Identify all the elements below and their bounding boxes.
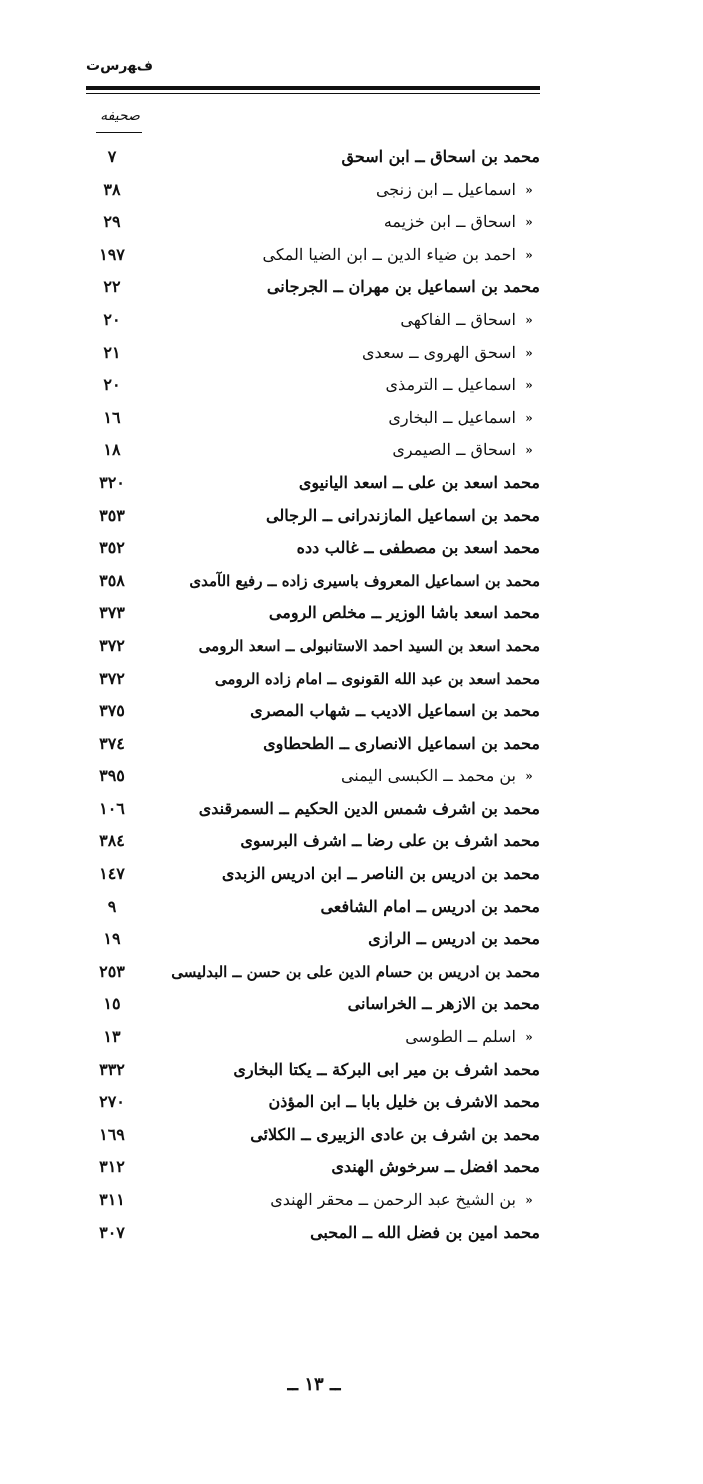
entry-name: اسحق الهروى ــ سعدى	[362, 342, 516, 362]
entry-page-number: ٢٠	[103, 375, 121, 395]
page-column-header: صحيفه	[100, 108, 140, 124]
entry-name: اسحاق ــ ابن خزيمه	[383, 212, 516, 232]
entry-page-number: ٣٨	[103, 179, 121, 199]
index-entry	[78, 565, 540, 598]
entry-page-number: ٢٩	[103, 212, 121, 232]
entry-name: اسماعيل ــ الترمذى	[385, 375, 516, 395]
entry-name: محمد بن اشرف شمس الدين الحكيم ــ السمرقندى	[198, 798, 540, 818]
entry-name: محمد بن اسحاق ــ ابن اسحق	[341, 147, 540, 166]
ditto-mark: »	[525, 215, 533, 230]
index-entry	[78, 1054, 540, 1087]
entry-page-number: ٣٥٨	[99, 570, 125, 590]
index-entry	[78, 206, 540, 239]
index-entry	[78, 695, 540, 728]
entry-name: محمد بن ادريس ــ امام الشافعى	[320, 896, 540, 916]
entry-name: محمد اسعد باشا الوزير ــ مخلص الرومى	[268, 603, 540, 623]
index-entry	[78, 271, 540, 304]
index-entry	[78, 1151, 540, 1184]
entry-name: محمد بن اسماعيل الاديب ــ شهاب المصرى	[250, 701, 540, 721]
index-entry	[78, 1086, 540, 1119]
entry-page-number: ٣١١	[99, 1190, 125, 1209]
column-header-underline	[96, 132, 142, 133]
entry-page-number: ٣٨٤	[99, 831, 125, 851]
entry-name: محمد بن ادريس بن الناصر ــ ابن ادريس الزبدى	[221, 864, 540, 884]
entry-name: محمد بن اسماعيل بن مهران ــ الجرجانى	[266, 277, 540, 297]
index-entry	[78, 337, 540, 370]
entry-page-number: ٢١	[103, 342, 121, 362]
entry-page-number: ٣٧٥	[99, 701, 125, 721]
ditto-mark: »	[525, 312, 533, 327]
header-rule-thin	[86, 93, 540, 94]
index-entry	[78, 793, 540, 826]
index-entry	[78, 663, 540, 696]
index-entry	[78, 174, 540, 207]
entry-page-number: ٣٧٣	[99, 603, 125, 623]
index-entry	[78, 728, 540, 761]
ditto-mark: »	[525, 410, 533, 425]
entry-page-number: ٣٢٠	[99, 472, 125, 492]
ditto-mark: »	[525, 378, 533, 393]
entry-page-number: ٢٢	[103, 277, 121, 297]
index-entry	[78, 988, 540, 1021]
index-entry	[78, 1119, 540, 1152]
entry-page-number: ١٦	[103, 407, 121, 427]
entry-page-number: ١٠٦	[99, 798, 125, 818]
entry-name: اسلم ــ الطوسى	[405, 1027, 516, 1047]
entry-page-number: ١٨	[103, 440, 121, 460]
entry-page-number: ١٦٩	[99, 1124, 125, 1144]
entry-name: محمد اسعد بن السيد احمد الاستانبولى ــ اسعد الرومى	[198, 636, 540, 655]
entry-name: اسحاق ــ الفاكهى	[400, 309, 516, 329]
entry-name: محمد بن ادريس ــ الرازى	[368, 929, 540, 949]
entry-page-number: ٣٥٢	[99, 538, 125, 558]
ditto-mark: »	[525, 443, 533, 458]
header-rule-thick	[86, 86, 540, 90]
entry-page-number: ٧	[107, 147, 117, 166]
running-head: ﻑﻬرﺱﺕ	[86, 58, 153, 74]
index-entry	[78, 1021, 540, 1054]
entry-name: محمد اشرف بن مير ابى البركة ــ يكتا البخارى	[233, 1059, 540, 1079]
ditto-mark: »	[525, 769, 533, 784]
index-entry	[78, 304, 540, 337]
entry-name: احمد بن ضياء الدين ــ ابن الضيا المكى	[262, 244, 516, 264]
index-entry	[78, 923, 540, 956]
page-folio: ــ ١٣ ــ	[287, 1374, 341, 1395]
index-entry	[78, 1184, 540, 1217]
entry-name: محمد بن الازهر ــ الخراسانى	[347, 994, 540, 1014]
ditto-mark: »	[525, 182, 533, 197]
index-entry	[78, 825, 540, 858]
entry-page-number: ٢٧٠	[99, 1092, 125, 1112]
entry-name: محمد اسعد بن على ــ اسعد اليانيوى	[298, 472, 540, 492]
index-entry	[78, 141, 540, 174]
entry-name: محمد بن اسماعيل المعروف باسيرى زاده ــ رفيع الآمدى	[189, 571, 540, 590]
entry-page-number: ٣٩٥	[99, 766, 125, 786]
entry-name: محمد بن اسماعيل الانصارى ــ الطحطاوى	[263, 733, 540, 753]
index-entry	[78, 891, 540, 924]
index-entries	[78, 141, 540, 1249]
ditto-mark: »	[525, 247, 533, 262]
entry-name: محمد بن ادريس بن حسام الدين على بن حسن ــ البدليسى	[171, 962, 540, 981]
entry-page-number: ٢٥٣	[99, 961, 125, 981]
index-entry	[78, 858, 540, 891]
index-entry	[78, 956, 540, 989]
ditto-mark: »	[525, 345, 533, 360]
index-entry	[78, 369, 540, 402]
index-entry	[78, 1217, 540, 1250]
entry-name: محمد اشرف بن على رضا ــ اشرف البرسوى	[240, 831, 540, 851]
entry-page-number: ٣٣٢	[99, 1059, 125, 1079]
entry-name: محمد بن اشرف بن عادى الزبيرى ــ الكلائى	[250, 1124, 540, 1144]
index-entry	[78, 500, 540, 533]
entry-page-number: ١٤٧	[99, 864, 125, 884]
entry-name: محمد الاشرف بن خليل بابا ــ ابن المؤذن	[268, 1092, 540, 1112]
entry-page-number: ٣٧٢	[99, 668, 125, 688]
entry-name: بن محمد ــ الكبسى اليمنى	[340, 766, 516, 786]
entry-page-number: ٩	[107, 896, 117, 916]
index-entry	[78, 760, 540, 793]
entry-page-number: ١٣	[103, 1027, 121, 1047]
index-entry	[78, 402, 540, 435]
entry-name: محمد اسعد بن مصطفى ــ غالب دده	[296, 538, 540, 558]
index-entry	[78, 532, 540, 565]
index-entry	[78, 467, 540, 500]
ditto-mark: »	[525, 1193, 533, 1207]
entry-name: اسماعيل ــ البخارى	[388, 407, 516, 427]
entry-page-number: ٣٠٧	[99, 1222, 125, 1242]
entry-name: بن الشيخ عبد الرحمن ــ محقر الهندى	[270, 1190, 516, 1209]
entry-page-number: ١٩٧	[99, 244, 125, 264]
index-entry	[78, 239, 540, 272]
index-entry	[78, 597, 540, 630]
entry-page-number: ٢٠	[103, 309, 121, 329]
index-entry	[78, 630, 540, 663]
entry-page-number: ٣٧٢	[99, 635, 125, 655]
entry-name: محمد امين بن فضل الله ــ المحبى	[310, 1222, 540, 1242]
entry-page-number: ٣٧٤	[99, 733, 125, 753]
entry-page-number: ٣٥٣	[99, 505, 125, 525]
ditto-mark: »	[525, 1030, 533, 1045]
entry-page-number: ٣١٢	[99, 1157, 125, 1177]
index-entry	[78, 434, 540, 467]
entry-name: اسحاق ــ الصيمرى	[392, 440, 516, 460]
entry-page-number: ١٥	[103, 994, 121, 1014]
entry-name: محمد اسعد بن عبد الله القونوى ــ امام زاده الرومى	[214, 669, 540, 688]
entry-name: محمد افضل ــ سرخوش الهندى	[331, 1157, 540, 1177]
entry-name: محمد بن اسماعيل المازندرانى ــ الرجالى	[266, 505, 540, 525]
entry-page-number: ١٩	[103, 929, 121, 949]
entry-name: اسماعيل ــ ابن زنجى	[375, 179, 516, 199]
